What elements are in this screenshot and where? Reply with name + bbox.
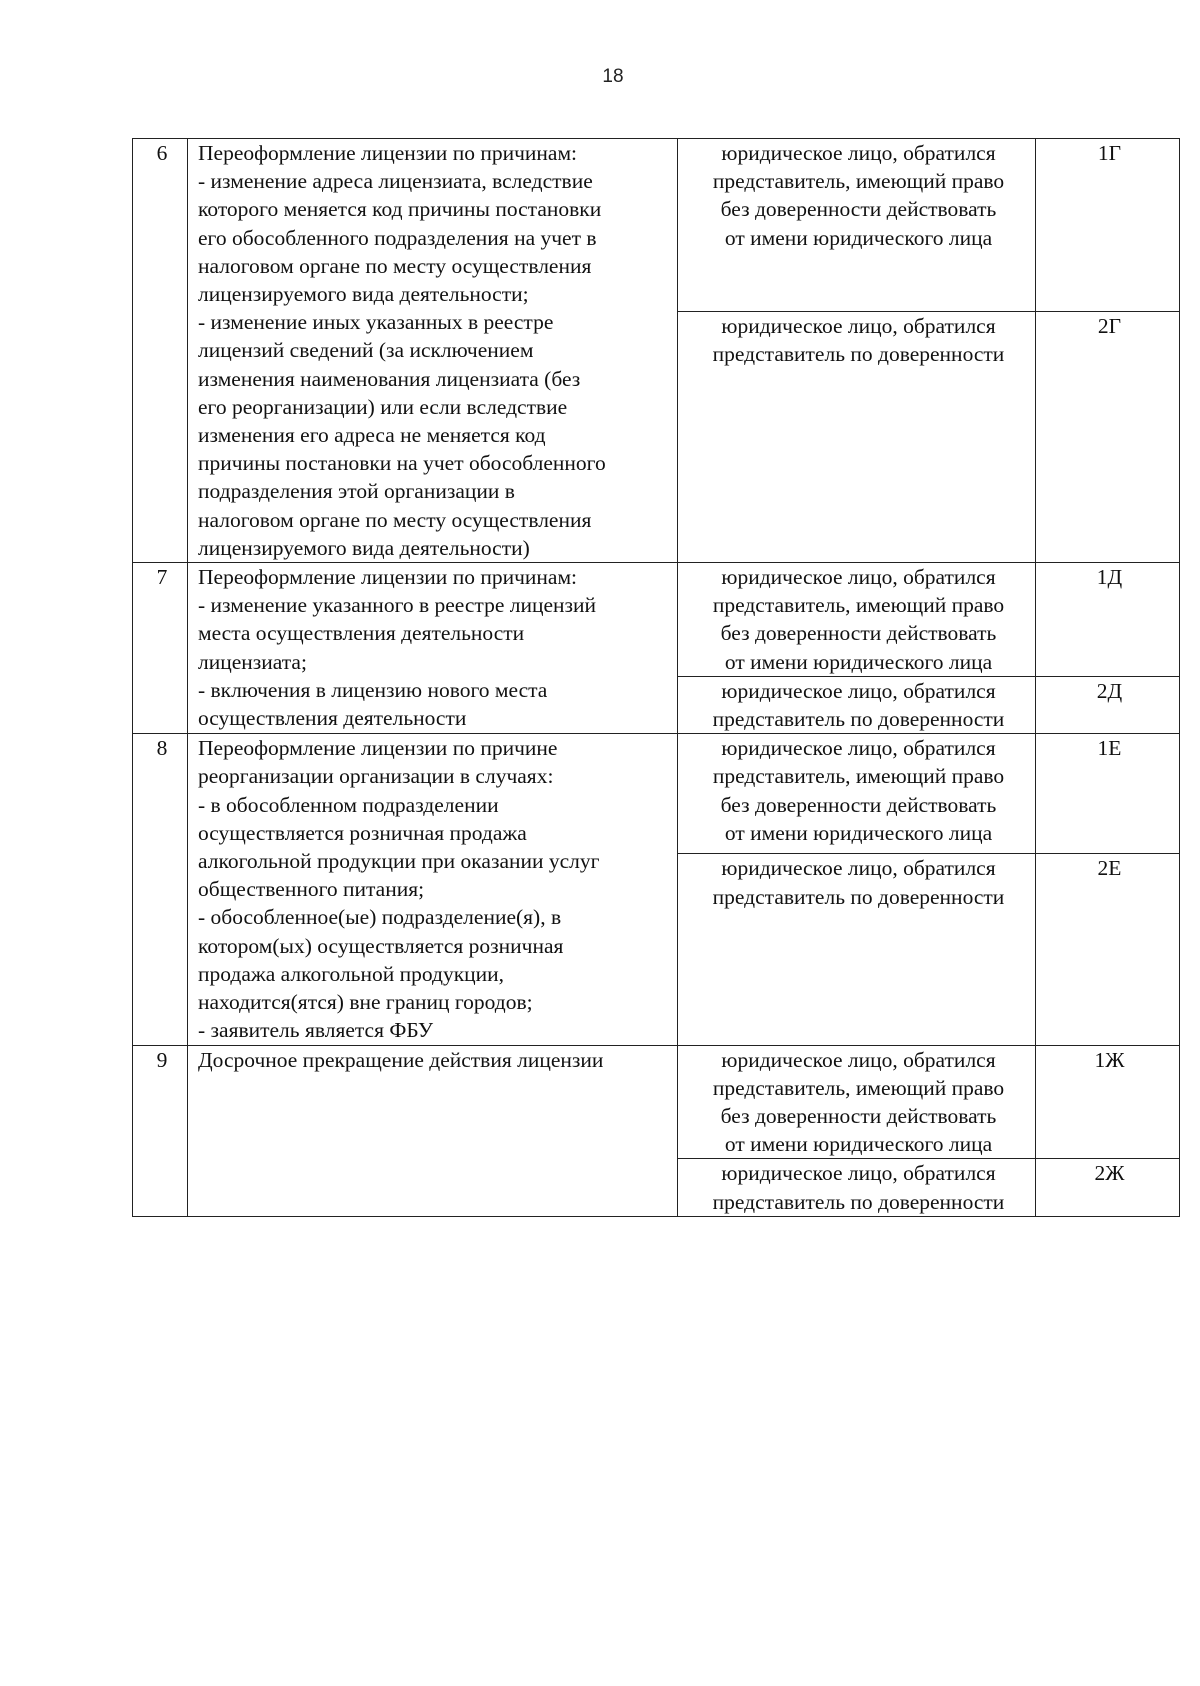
- row-number: 8: [133, 734, 188, 1045]
- reason-line: Переоформление лицензии по причинам:: [198, 141, 578, 165]
- applicant-line: без доверенности действовать: [720, 792, 997, 817]
- reason-line: - заявитель является ФБУ: [198, 1018, 434, 1043]
- reason-line: налоговом органе по месту осуществления: [198, 507, 592, 532]
- row-number: 9: [133, 1045, 188, 1216]
- applicant-line: от имени юридического лица: [724, 820, 993, 845]
- applicant-cell: [678, 563, 1036, 677]
- applicant-cell: [678, 139, 1036, 312]
- applicant-line: представитель по доверенности: [712, 884, 1005, 909]
- applicant-line: без доверенности действовать: [720, 1103, 997, 1128]
- reason-line: осуществления деятельности: [198, 706, 467, 731]
- code-cell: 1Д: [1036, 563, 1180, 677]
- applicant-line: юридическое лицо, обратился: [721, 141, 996, 165]
- reason-line: Переоформление лицензии по причинам:: [198, 565, 578, 590]
- reason-line: - включения в лицензию нового места: [198, 677, 548, 702]
- reason-cell: [188, 1045, 678, 1216]
- applicant-line: представитель по доверенности: [712, 1189, 1005, 1214]
- reason-line: Досрочное прекращение действия лицензии: [198, 1047, 604, 1072]
- code-cell: 1Ж: [1036, 1045, 1180, 1159]
- applicant-line: юридическое лицо, обратился: [721, 565, 996, 590]
- reason-line: лицензируемого вида деятельности;: [198, 282, 529, 307]
- reason-line: места осуществления деятельности: [198, 621, 525, 646]
- reason-line: лицензируемого вида деятельности): [198, 535, 530, 560]
- code-cell: 2Е: [1036, 854, 1180, 1045]
- row-number: 6: [133, 139, 188, 563]
- applicant-line: представитель по доверенности: [712, 342, 1005, 367]
- table-row: [133, 1045, 1180, 1159]
- code-cell: 1Е: [1036, 734, 1180, 854]
- reason-line: изменения его адреса не меняется код: [198, 423, 546, 448]
- applicant-line: представитель, имеющий право: [712, 1075, 1005, 1100]
- applicant-line: без доверенности действовать: [720, 621, 997, 646]
- reason-line: его реорганизации) или если вследствие: [198, 394, 568, 419]
- reason-line: Переоформление лицензии по причине: [198, 736, 558, 761]
- reason-line: причины постановки на учет обособленного: [198, 451, 606, 476]
- reason-line: находится(ятся) вне границ городов;: [198, 990, 533, 1015]
- reason-line: - изменение указанного в реестре лицензий: [198, 593, 597, 618]
- page-number: 18: [602, 66, 624, 87]
- applicant-line: юридическое лицо, обратился: [721, 856, 996, 881]
- reason-line: подразделения этой организации в: [198, 479, 515, 504]
- reason-line: продажа алкогольной продукции,: [198, 961, 505, 986]
- applicant-cell: [678, 1045, 1036, 1159]
- applicant-cell: [678, 734, 1036, 854]
- reason-line: которого меняется код причины постановки: [198, 197, 602, 222]
- reason-line: осуществляется розничная продажа: [198, 820, 527, 845]
- code-cell: 2Д: [1036, 676, 1180, 733]
- applicant-cell: [678, 676, 1036, 733]
- table-row: [133, 563, 1180, 677]
- reason-line: реорганизации организации в случаях:: [198, 764, 554, 789]
- applicant-line: представитель, имеющий право: [712, 764, 1005, 789]
- applicant-line: представитель по доверенности: [712, 707, 1005, 732]
- table-row: [133, 139, 1180, 312]
- table-row: [133, 734, 1180, 854]
- reason-cell: [188, 139, 678, 563]
- applicant-line: юридическое лицо, обратился: [721, 678, 996, 703]
- reason-line: лицензиата;: [198, 649, 307, 674]
- applicant-line: от имени юридического лица: [724, 1132, 993, 1157]
- reason-line: изменения наименования лицензиата (без: [198, 366, 581, 391]
- reason-line: его обособленного подразделения на учет в: [198, 225, 597, 250]
- applicant-cell: [678, 854, 1036, 1045]
- reason-cell: [188, 563, 678, 734]
- code-cell: 2Г: [1036, 311, 1180, 562]
- reason-line: котором(ых) осуществляется розничная: [198, 933, 564, 958]
- row-number: 7: [133, 563, 188, 734]
- applicant-line: от имени юридического лица: [724, 225, 993, 250]
- applicant-line: юридическое лицо, обратился: [721, 736, 996, 761]
- table-body: [133, 139, 1180, 1217]
- applicant-cell: [678, 1159, 1036, 1216]
- reason-line: алкогольной продукции при оказании услуг: [198, 849, 600, 874]
- reason-line: - изменение адреса лицензиата, вследствие: [198, 169, 593, 194]
- licensing-table: [132, 138, 1180, 1217]
- applicant-line: юридическое лицо, обратился: [721, 1161, 996, 1186]
- reason-line: лицензий сведений (за исключением: [198, 338, 534, 363]
- applicant-line: юридическое лицо, обратился: [721, 313, 996, 338]
- applicant-line: от имени юридического лица: [724, 649, 993, 674]
- reason-cell: [188, 734, 678, 1045]
- reason-line: - изменение иных указанных в реестре: [198, 310, 554, 335]
- applicant-cell: [678, 311, 1036, 562]
- reason-line: налоговом органе по месту осуществления: [198, 253, 592, 278]
- reason-line: общественного питания;: [198, 877, 425, 902]
- applicant-line: представитель, имеющий право: [712, 593, 1005, 618]
- applicant-line: представитель, имеющий право: [712, 169, 1005, 194]
- code-cell: 1Г: [1036, 139, 1180, 312]
- reason-line: - обособленное(ые) подразделение(я), в: [198, 905, 562, 930]
- reason-line: - в обособленном подразделении: [198, 792, 499, 817]
- applicant-line: юридическое лицо, обратился: [721, 1047, 996, 1072]
- code-cell: 2Ж: [1036, 1159, 1180, 1216]
- applicant-line: без доверенности действовать: [720, 197, 997, 222]
